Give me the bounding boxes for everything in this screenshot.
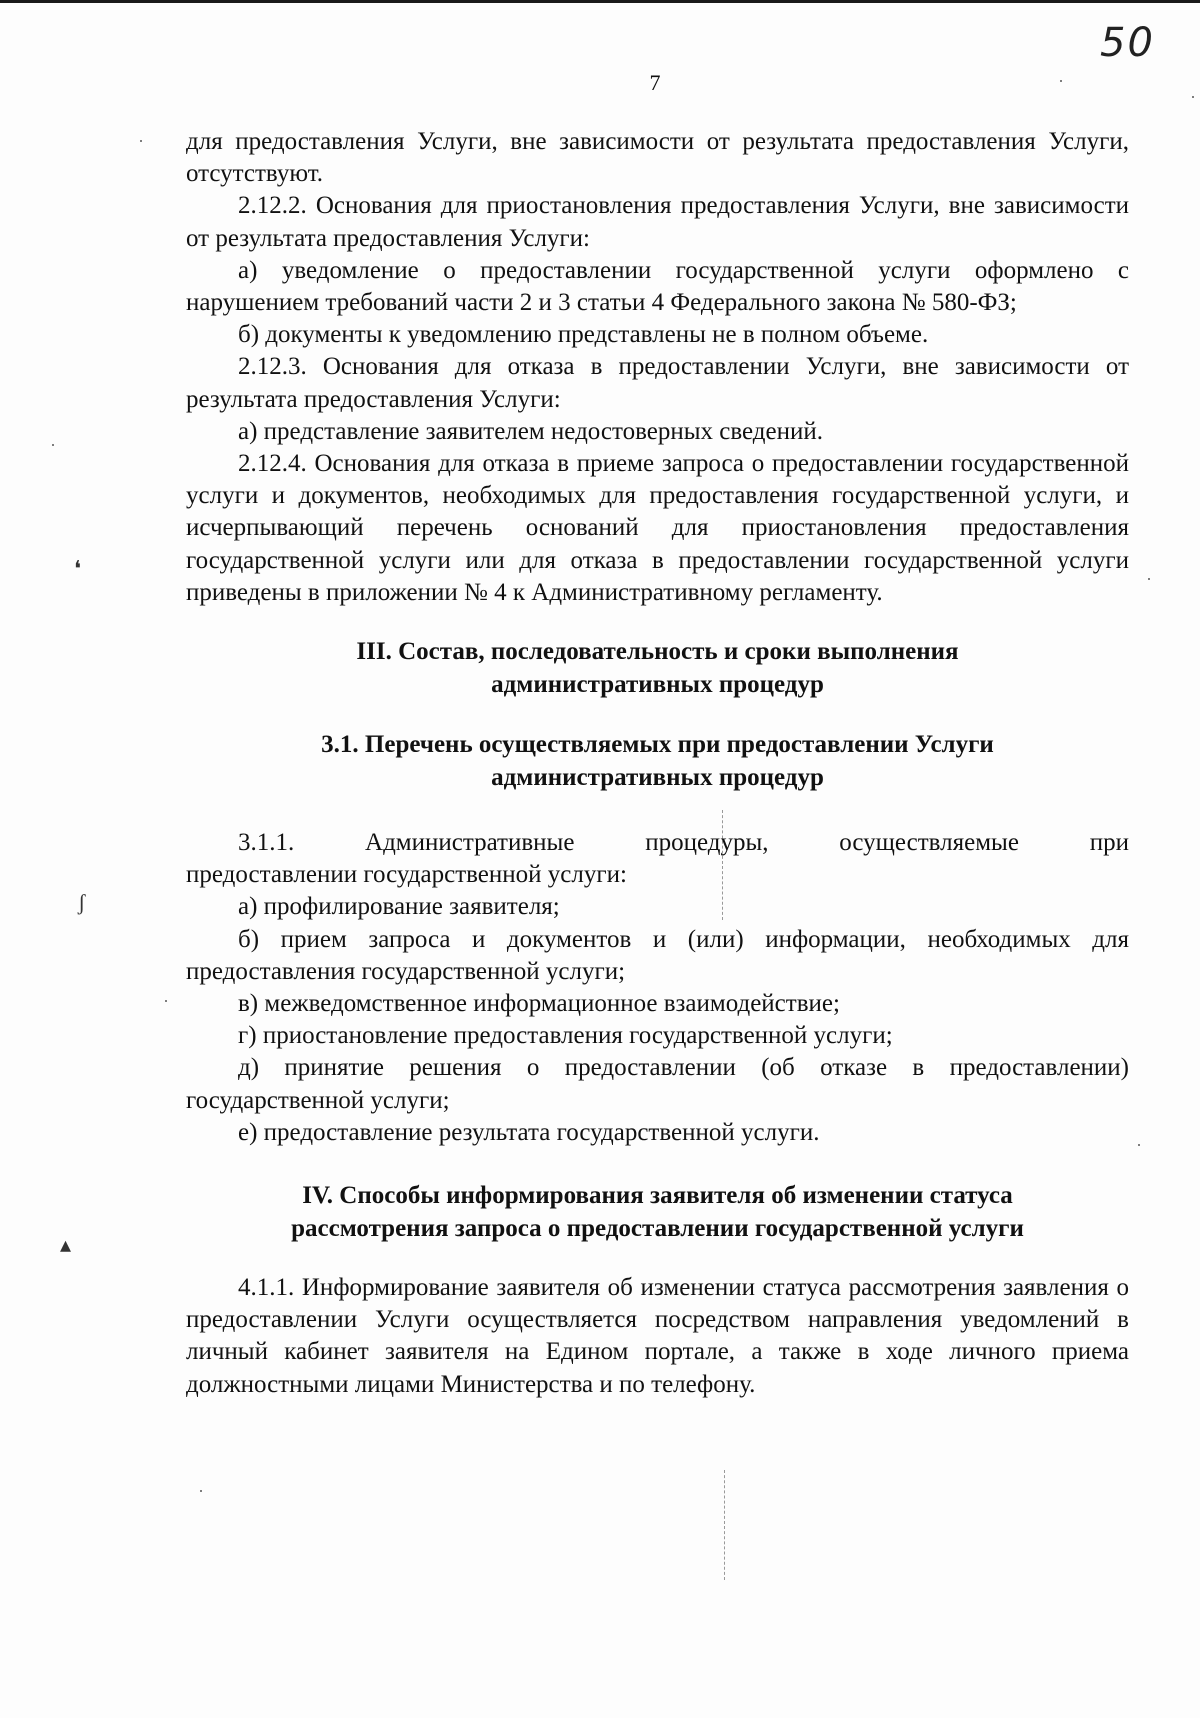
section-heading: IV. Способы информирования заявителя об изменении статуса: [302, 1182, 1013, 1210]
scan-dot: [1192, 96, 1194, 98]
scan-dot: [200, 1490, 202, 1492]
paragraph: 2.12.4. Основания для отказа в приеме запроса о предоставлении государственной услуги и документов, необходимых для предоставления государственной услуги, и исчерпывающий перечень оснований для приостановления предоставления государственной услуги или для отказа в предоставлении государственной услуги приведены в приложении № 4 к Административному регламенту.: [186, 450, 1129, 606]
subsection-heading: 3.1. Перечень осуществляемых при предоставлении Услуги: [321, 731, 994, 759]
subsection-heading: административных процедур: [491, 764, 824, 792]
word: процедуры,: [645, 829, 769, 857]
list-item: в) межведомственное информационное взаимодействие;: [238, 990, 840, 1018]
handwritten-page-mark: 50: [1100, 20, 1155, 66]
document-body: [186, 126, 1129, 1401]
scan-dot: [165, 1000, 167, 1002]
scan-dot: [1148, 578, 1150, 580]
scan-dot: [1138, 1144, 1140, 1146]
word: осуществляемые: [839, 829, 1019, 857]
list-item: а) представление заявителем недостоверных сведений.: [238, 417, 824, 445]
scan-fold-line: [724, 1470, 726, 1580]
scan-dot: [140, 140, 142, 142]
scan-artifact: ▴: [60, 1232, 72, 1257]
paragraph-first-line: [186, 827, 1129, 859]
scan-dot: [52, 444, 54, 446]
paragraph: 2.12.3. Основания для отказа в предоставлении Услуги, вне зависимости от результата предоставления Услуги:: [186, 353, 1129, 413]
paragraph: 2.12.2. Основания для приостановления предоставления Услуги, вне зависимости от результата предоставления Услуги:: [186, 192, 1129, 252]
word: при: [1089, 829, 1129, 857]
paragraph: предоставлении государственной услуги:: [186, 861, 627, 889]
section-heading: III. Состав, последовательность и сроки выполнения: [356, 638, 959, 666]
list-item: а) профилирование заявителя;: [238, 893, 560, 921]
section-heading: административных процедур: [491, 671, 824, 699]
list-item: е) предоставление результата государственной услуги.: [238, 1118, 820, 1146]
word: Административные: [365, 829, 575, 857]
list-item: б) документы к уведомлению представлены не в полном объеме.: [238, 321, 929, 349]
word: 3.1.1.: [238, 829, 295, 857]
scan-dot: [1060, 80, 1062, 82]
list-item: г) приостановление предоставления государственной услуги;: [238, 1022, 893, 1050]
list-item: б) прием запроса и документов и (или) информации, необходимых для предоставления государственной услуги;: [186, 925, 1129, 985]
scan-top-edge: [0, 0, 1200, 3]
scan-artifact: ❛: [74, 556, 82, 581]
list-item: а) уведомление о предоставлении государственной услуги оформлено с нарушением требований части 2 и 3 статьи 4 Федерального закона № 580-ФЗ;: [186, 256, 1129, 317]
paragraph: 4.1.1. Информирование заявителя об изменении статуса рассмотрения заявления о предоставлении Услуги осуществляется посредством направления уведомлений в личный кабинет заявителя на Едином портале, а также в ходе личного приема должностными лицами Министерства и по телефону.: [186, 1274, 1129, 1398]
list-item: д) принятие решения о предоставлении (об отказе в предоставлении) государственной услуги;: [186, 1054, 1129, 1114]
scan-artifact: ʃ: [78, 890, 86, 915]
section-heading: рассмотрения запроса о предоставлении государственной услуги: [291, 1215, 1024, 1243]
page-number: 7: [649, 70, 661, 95]
paragraph: для предоставления Услуги, вне зависимости от результата предоставления Услуги, отсутствуют.: [186, 128, 1129, 188]
